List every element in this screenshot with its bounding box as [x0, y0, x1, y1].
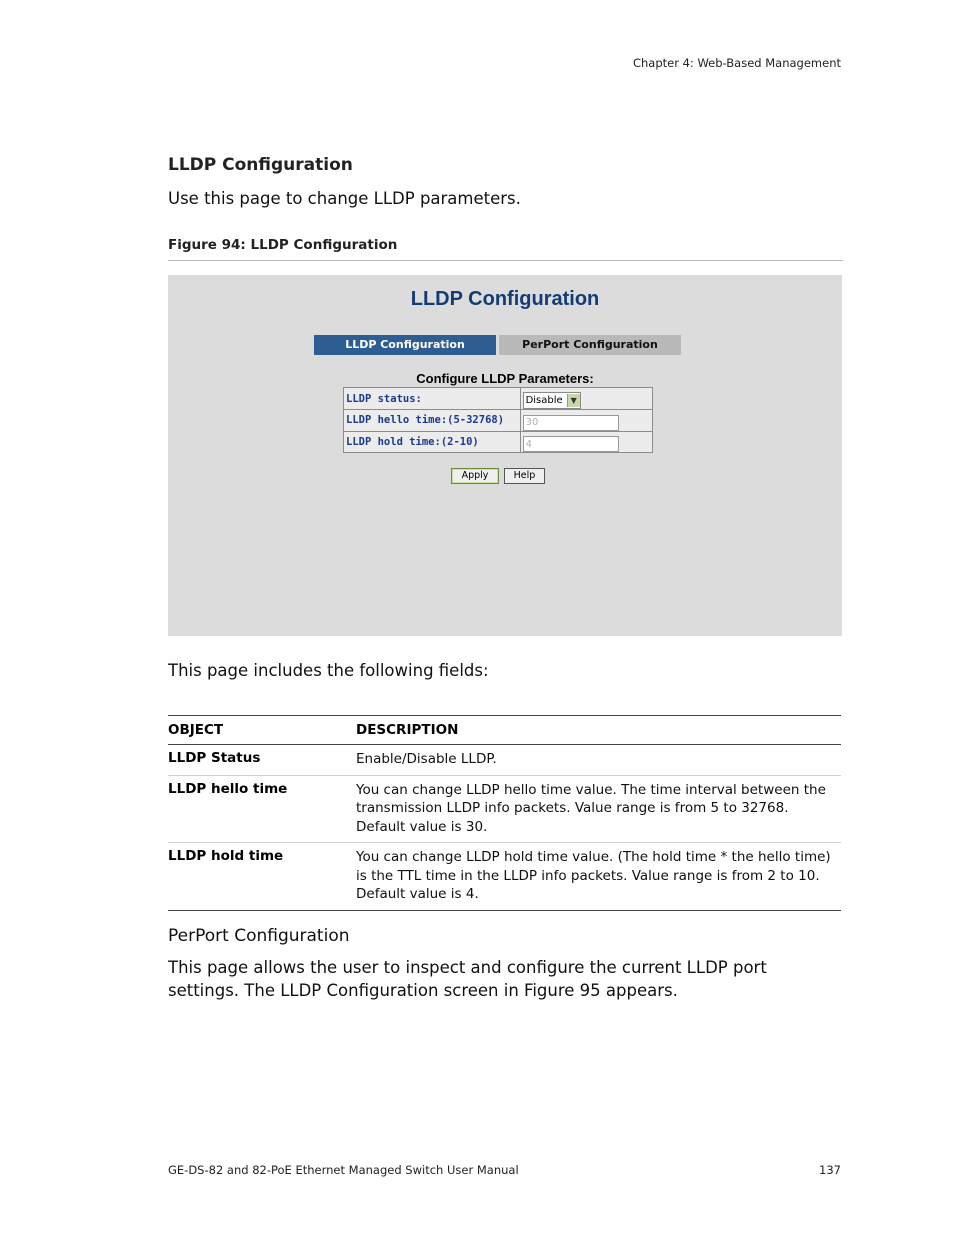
param-row-hold-time [344, 431, 653, 453]
section-title-perport-configuration: PerPort Configuration [168, 926, 350, 946]
lldp-hello-time-label: LLDP hello time:(5-32768) [344, 410, 521, 432]
lldp-status-label: LLDP status: [344, 388, 521, 410]
dropdown-arrow-icon: ▼ [567, 394, 580, 407]
section-intro: Use this page to change LLDP parameters. [168, 189, 521, 208]
table-row [168, 745, 841, 776]
lldp-status-value: Disable [525, 395, 563, 406]
section2-text: This page allows the user to inspect and configure the current LLDP port settings. The LLDP Configuration screen in Figure 95 appears. [168, 958, 767, 1000]
configure-parameters-title: Configure LLDP Parameters: [416, 371, 594, 386]
field-object: LLDP Status [168, 745, 356, 776]
figure-caption: Figure 94: LLDP Configuration [168, 237, 398, 253]
header-object: OBJECT [168, 716, 356, 745]
section-title-lldp-configuration: LLDP Configuration [168, 155, 353, 175]
field-object: LLDP hello time [168, 775, 356, 843]
header-description: DESCRIPTION [356, 716, 841, 745]
fields-intro: This page includes the following fields: [168, 661, 489, 680]
table-row [168, 775, 841, 843]
fields-table [168, 715, 841, 911]
lldp-screenshot-panel [168, 275, 842, 636]
lldp-hello-time-input[interactable] [523, 415, 619, 431]
field-description: You can change LLDP hello time value. The time interval between the transmission LLDP info packets. Value range is from 5 to 32768. Default value is 30. [356, 775, 841, 843]
screenshot-title: LLDP Configuration [410, 288, 600, 310]
parameters-table [343, 387, 653, 453]
chapter-header: Chapter 4: Web-Based Management [632, 56, 841, 70]
footer-manual-title: GE-DS-82 and 82-PoE Ethernet Managed Switch User Manual [168, 1163, 519, 1177]
footer-page-number: 137 [819, 1163, 841, 1177]
field-description: Enable/Disable LLDP. [356, 745, 841, 776]
apply-button[interactable]: Apply [451, 468, 499, 484]
figure-divider [168, 260, 843, 261]
lldp-hold-time-input[interactable] [523, 436, 619, 452]
table-row [168, 843, 841, 911]
fields-table-header [168, 716, 841, 745]
lldp-hold-time-label: LLDP hold time:(2-10) [344, 431, 521, 453]
tab-perport-configuration[interactable]: PerPort Configuration [499, 335, 681, 355]
help-button[interactable]: Help [504, 468, 545, 484]
param-row-hello-time [344, 410, 653, 432]
tab-lldp-configuration[interactable]: LLDP Configuration [314, 335, 496, 355]
param-row-status [344, 388, 653, 410]
field-description: You can change LLDP hold time value. (The hold time * the hello time) is the TTL time in the LLDP info packets. Value range is from 2 to 10. Default value is 4. [356, 843, 841, 911]
lldp-status-select[interactable] [523, 392, 581, 409]
field-object: LLDP hold time [168, 843, 356, 911]
